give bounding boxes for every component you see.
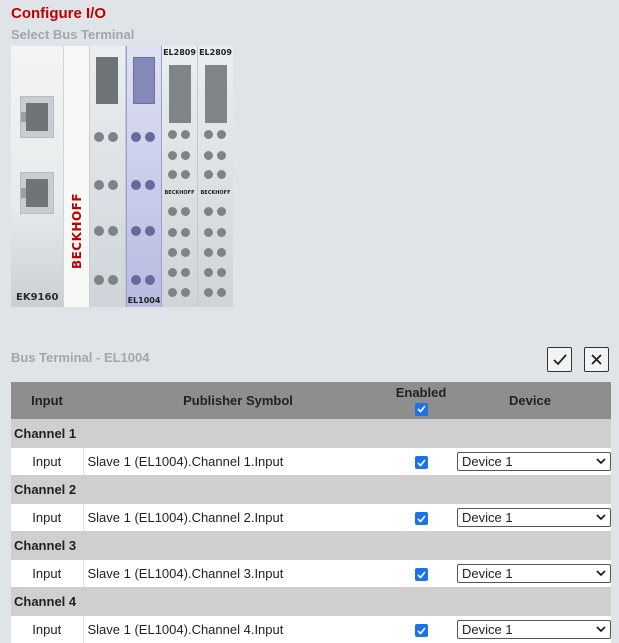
device-select[interactable] xyxy=(457,564,611,583)
input-cell: Input xyxy=(11,560,83,587)
publisher-symbol-cell: Slave 1 (EL1004).Channel 4.Input xyxy=(83,616,393,643)
ethernet-port-icon xyxy=(20,172,54,214)
enabled-cell xyxy=(393,616,449,643)
enabled-header-label: Enabled xyxy=(395,385,447,401)
terminal-module-el2809[interactable] xyxy=(198,46,233,307)
chevron-down-icon xyxy=(596,626,606,633)
device-select[interactable] xyxy=(457,620,611,639)
device-select-value: Device 1 xyxy=(462,566,513,581)
device-cell xyxy=(449,560,611,587)
brand-logo: BECKHOFF xyxy=(70,192,84,270)
page-subtitle: Select Bus Terminal xyxy=(11,27,135,42)
channel-group-row xyxy=(11,587,611,616)
io-table xyxy=(11,382,611,643)
device-select[interactable] xyxy=(457,452,611,471)
channel-row xyxy=(11,448,611,475)
bus-terminal-image xyxy=(11,46,233,307)
column-header-enabled xyxy=(393,382,449,419)
brand-label: BECKHOFF xyxy=(164,190,195,196)
confirm-button[interactable] xyxy=(547,347,572,372)
chevron-down-icon xyxy=(596,514,606,521)
column-header-input: Input xyxy=(11,382,83,419)
device-select-value: Device 1 xyxy=(462,454,513,469)
enabled-checkbox[interactable] xyxy=(415,512,428,525)
input-cell: Input xyxy=(11,616,83,643)
led-window xyxy=(205,65,227,123)
device-select-value: Device 1 xyxy=(462,510,513,525)
input-cell: Input xyxy=(11,448,83,475)
brand-strip xyxy=(64,46,90,307)
close-icon xyxy=(591,354,602,365)
channel-row xyxy=(11,504,611,531)
enabled-checkbox[interactable] xyxy=(415,568,428,581)
column-header-device: Device xyxy=(449,382,611,419)
led-window xyxy=(169,65,191,123)
channel-group-row xyxy=(11,531,611,560)
input-cell: Input xyxy=(11,504,83,531)
terminal-module[interactable] xyxy=(90,46,126,307)
ethernet-port-icon xyxy=(20,96,54,138)
channel-group-label: Channel 3 xyxy=(11,531,611,560)
device-cell xyxy=(449,616,611,643)
channel-group-row xyxy=(11,419,611,448)
led-window xyxy=(96,57,118,104)
column-header-publisher-symbol: Publisher Symbol xyxy=(83,382,393,419)
enable-all-checkbox[interactable] xyxy=(415,403,428,416)
enabled-cell xyxy=(393,448,449,475)
led-window xyxy=(133,57,155,104)
device-cell xyxy=(449,504,611,531)
chevron-down-icon xyxy=(596,570,606,577)
coupler-label: EK9160 xyxy=(16,292,59,303)
page-title: Configure I/O xyxy=(11,5,106,22)
chevron-down-icon xyxy=(596,458,606,465)
checkmark-icon xyxy=(553,354,567,366)
device-select[interactable] xyxy=(457,508,611,527)
coupler-module[interactable] xyxy=(11,46,64,307)
module-label: EL1004 xyxy=(127,296,161,305)
module-label: EL2809 xyxy=(163,48,196,57)
device-select-value: Device 1 xyxy=(462,622,513,637)
channel-group-label: Channel 4 xyxy=(11,587,611,616)
cancel-button[interactable] xyxy=(584,347,609,372)
channel-row xyxy=(11,616,611,643)
channel-row xyxy=(11,560,611,587)
terminal-module-el2809[interactable] xyxy=(162,46,198,307)
terminal-module-el1004-selected[interactable] xyxy=(126,46,162,307)
publisher-symbol-cell: Slave 1 (EL1004).Channel 2.Input xyxy=(83,504,393,531)
section-title: Bus Terminal - EL1004 xyxy=(11,350,150,365)
channel-group-row xyxy=(11,475,611,504)
enabled-cell xyxy=(393,560,449,587)
publisher-symbol-cell: Slave 1 (EL1004).Channel 1.Input xyxy=(83,448,393,475)
enabled-checkbox[interactable] xyxy=(415,456,428,469)
module-label: EL2809 xyxy=(199,48,232,57)
channel-group-label: Channel 2 xyxy=(11,475,611,504)
publisher-symbol-cell: Slave 1 (EL1004).Channel 3.Input xyxy=(83,560,393,587)
device-cell xyxy=(449,448,611,475)
enabled-checkbox[interactable] xyxy=(415,624,428,637)
channel-group-label: Channel 1 xyxy=(11,419,611,448)
brand-label: BECKHOFF xyxy=(200,190,231,196)
enabled-cell xyxy=(393,504,449,531)
